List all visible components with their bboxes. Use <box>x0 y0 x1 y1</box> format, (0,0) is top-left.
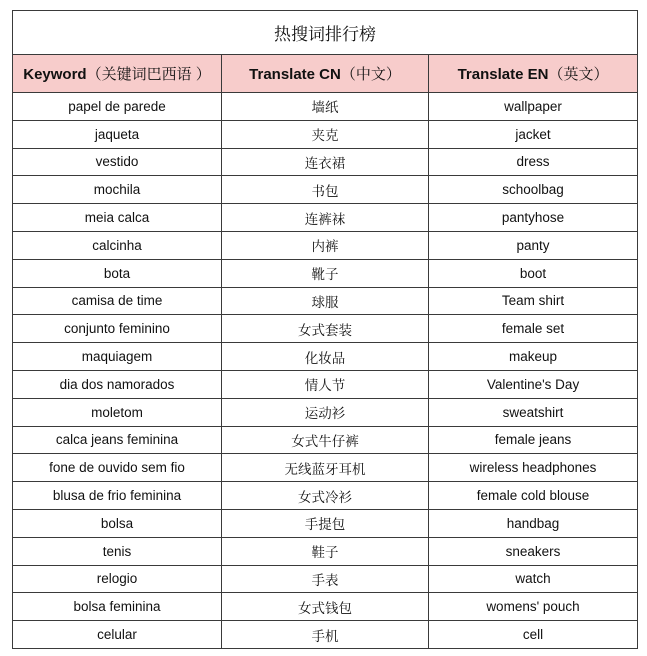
translate-cn-cell: 化妆品 <box>222 343 429 371</box>
translate-en-cell: wireless headphones <box>429 454 638 482</box>
translate-en-cell: womens' pouch <box>429 593 638 621</box>
translate-en-cell: panty <box>429 231 638 259</box>
header-translate-cn <box>222 55 429 93</box>
translate-cn-cell: 鞋子 <box>222 537 429 565</box>
table-row <box>13 398 638 426</box>
translate-en-cell: schoolbag <box>429 176 638 204</box>
header-translate-en <box>429 55 638 93</box>
translate-en-cell: handbag <box>429 509 638 537</box>
table-row <box>13 565 638 593</box>
table-title: 热搜词排行榜 <box>13 11 638 55</box>
keyword-cell: jaqueta <box>13 120 222 148</box>
translate-cn-cell: 球服 <box>222 287 429 315</box>
translate-en-cell: female cold blouse <box>429 482 638 510</box>
keyword-cell: conjunto feminino <box>13 315 222 343</box>
table-row <box>13 148 638 176</box>
translate-cn-cell: 连裤袜 <box>222 204 429 232</box>
table-row <box>13 287 638 315</box>
translate-cn-cell: 手表 <box>222 565 429 593</box>
keyword-cell: papel de parede <box>13 93 222 121</box>
translate-en-cell: sweatshirt <box>429 398 638 426</box>
keyword-cell: dia dos namorados <box>13 370 222 398</box>
table-row <box>13 509 638 537</box>
table-row <box>13 343 638 371</box>
translate-en-cell: cell <box>429 621 638 649</box>
translate-cn-cell: 手机 <box>222 621 429 649</box>
keyword-cell: calcinha <box>13 231 222 259</box>
keyword-cell: maquiagem <box>13 343 222 371</box>
translate-cn-cell: 靴子 <box>222 259 429 287</box>
table-row <box>13 621 638 649</box>
translate-en-cell: boot <box>429 259 638 287</box>
translate-cn-cell: 内裤 <box>222 231 429 259</box>
table-row <box>13 93 638 121</box>
translate-cn-cell: 手提包 <box>222 509 429 537</box>
table-row <box>13 537 638 565</box>
table-row <box>13 176 638 204</box>
translate-en-cell: watch <box>429 565 638 593</box>
translate-cn-cell: 女式套装 <box>222 315 429 343</box>
title-row <box>13 11 638 55</box>
translate-en-cell: female set <box>429 315 638 343</box>
table-row <box>13 315 638 343</box>
table-row <box>13 370 638 398</box>
keyword-cell: camisa de time <box>13 287 222 315</box>
table-row <box>13 482 638 510</box>
translate-en-cell: makeup <box>429 343 638 371</box>
translate-en-cell: female jeans <box>429 426 638 454</box>
keyword-cell: calca jeans feminina <box>13 426 222 454</box>
translate-cn-cell: 书包 <box>222 176 429 204</box>
table-row <box>13 120 638 148</box>
header-keyword-en: Keyword <box>23 66 87 83</box>
header-translate-en-cn: （英文） <box>548 66 609 83</box>
translate-en-cell: dress <box>429 148 638 176</box>
translate-cn-cell: 连衣裙 <box>222 148 429 176</box>
keyword-cell: bolsa <box>13 509 222 537</box>
table-row <box>13 593 638 621</box>
keyword-cell: bota <box>13 259 222 287</box>
keyword-cell: bolsa feminina <box>13 593 222 621</box>
table-row <box>13 204 638 232</box>
hot-search-table <box>12 10 638 649</box>
translate-cn-cell: 运动衫 <box>222 398 429 426</box>
keyword-cell: relogio <box>13 565 222 593</box>
keyword-cell: moletom <box>13 398 222 426</box>
translate-en-cell: wallpaper <box>429 93 638 121</box>
table-row <box>13 454 638 482</box>
keyword-cell: mochila <box>13 176 222 204</box>
hot-search-table-wrapper <box>12 10 637 649</box>
translate-en-cell: Team shirt <box>429 287 638 315</box>
table-row <box>13 426 638 454</box>
header-translate-cn-cn: （中文） <box>340 66 401 83</box>
header-translate-en-en: Translate EN <box>457 66 549 83</box>
keyword-cell: celular <box>13 621 222 649</box>
keyword-cell: vestido <box>13 148 222 176</box>
table-row <box>13 259 638 287</box>
translate-en-cell: Valentine's Day <box>429 370 638 398</box>
translate-cn-cell: 女式牛仔裤 <box>222 426 429 454</box>
translate-en-cell: sneakers <box>429 537 638 565</box>
keyword-cell: fone de ouvido sem fio <box>13 454 222 482</box>
keyword-cell: blusa de frio feminina <box>13 482 222 510</box>
header-keyword-cn: （关键词巴西语 ） <box>86 66 211 83</box>
translate-cn-cell: 墙纸 <box>222 93 429 121</box>
translate-en-cell: pantyhose <box>429 204 638 232</box>
translate-cn-cell: 夹克 <box>222 120 429 148</box>
header-keyword <box>13 55 222 93</box>
header-translate-cn-en: Translate CN <box>249 66 341 83</box>
header-row <box>13 55 638 93</box>
translate-cn-cell: 情人节 <box>222 370 429 398</box>
translate-cn-cell: 女式钱包 <box>222 593 429 621</box>
translate-cn-cell: 无线蓝牙耳机 <box>222 454 429 482</box>
keyword-cell: tenis <box>13 537 222 565</box>
translate-cn-cell: 女式冷衫 <box>222 482 429 510</box>
translate-en-cell: jacket <box>429 120 638 148</box>
keyword-cell: meia calca <box>13 204 222 232</box>
table-row <box>13 231 638 259</box>
